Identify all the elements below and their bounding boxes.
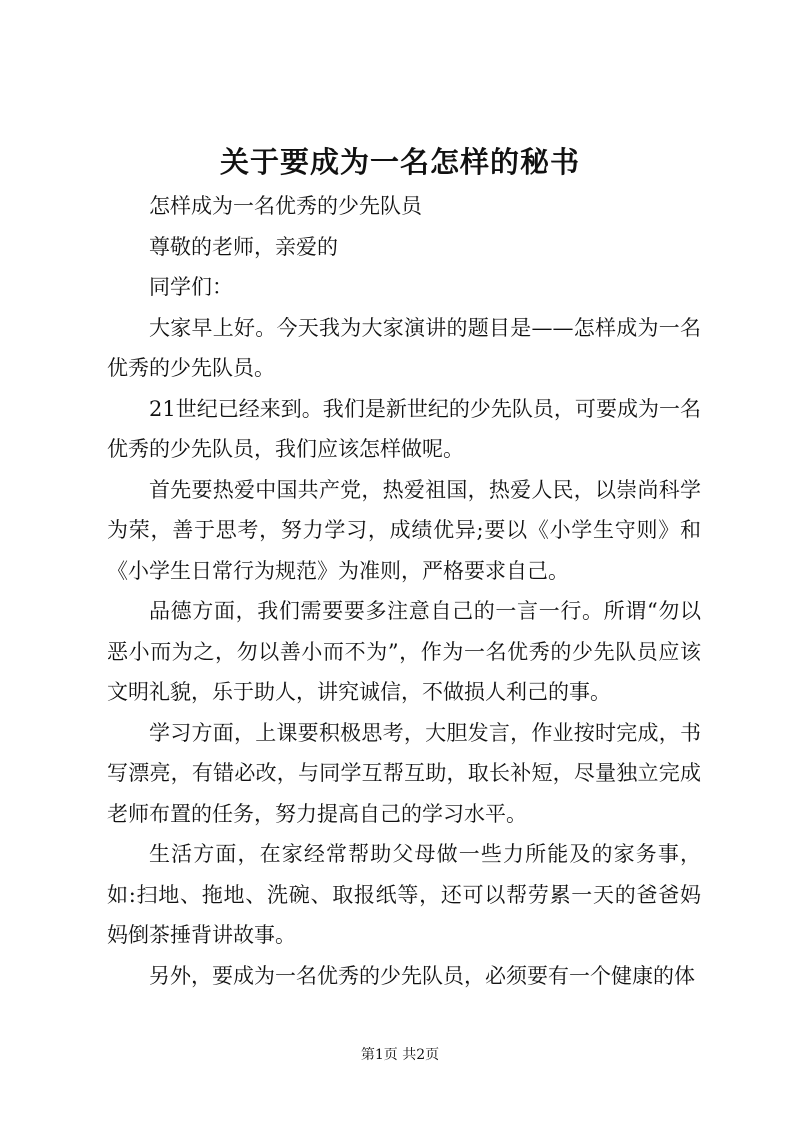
paragraph-intro: 21世纪已经来到。我们是新世纪的少先队员，可要成为一名优秀的少先队员，我们应该怎样做呢。 <box>107 396 701 461</box>
paragraph-study: 学习方面，上课要积极思考，大胆发言，作业按时完成，书写漂亮，有错必改，与同学互帮互助，取长补短，尽量独立完成老师布置的任务，努力提高自己的学习水平。 <box>107 720 701 826</box>
paragraph-health: 另外，要成为一名优秀的少先队员，必须要有一个健康的体 <box>149 963 695 988</box>
paragraph-life: 生活方面，在家经常帮助父母做一些力所能及的家务事，如:扫地、拖地、洗碗、取报纸等，还可以帮劳累一天的爸爸妈妈倒茶捶背讲故事。 <box>107 842 701 947</box>
paragraph-greeting: 大家早上好。今天我为大家演讲的题目是——怎样成为一名优秀的少先队员。 <box>107 315 701 380</box>
document-title: 关于要成为一名怎样的秘书 <box>219 145 580 179</box>
document-body <box>107 186 701 996</box>
page-footer: 第1页 共2页 <box>360 1047 440 1063</box>
paragraph-salutation-cont: 同学们： <box>149 275 233 299</box>
paragraph-first: 首先要热爱中国共产党，热爱祖国，热爱人民，以崇尚科学为荣，善于思考，努力学习，成绩优异;要以《小学生守则》和《小学生日常行为规范》为准则，严格要求自己。 <box>107 477 701 583</box>
paragraph-salutation: 尊敬的老师，亲爱的 <box>149 234 338 259</box>
paragraph-morality: 品德方面，我们需要要多注意自己的一言一行。所谓“勿以恶小而为之，勿以善小而不为”，作为一名优秀的少先队员应该文明礼貌，乐于助人，讲究诚信，不做损人利己的事。 <box>107 599 701 704</box>
paragraph-subtitle: 怎样成为一名优秀的少先队员 <box>149 194 422 218</box>
